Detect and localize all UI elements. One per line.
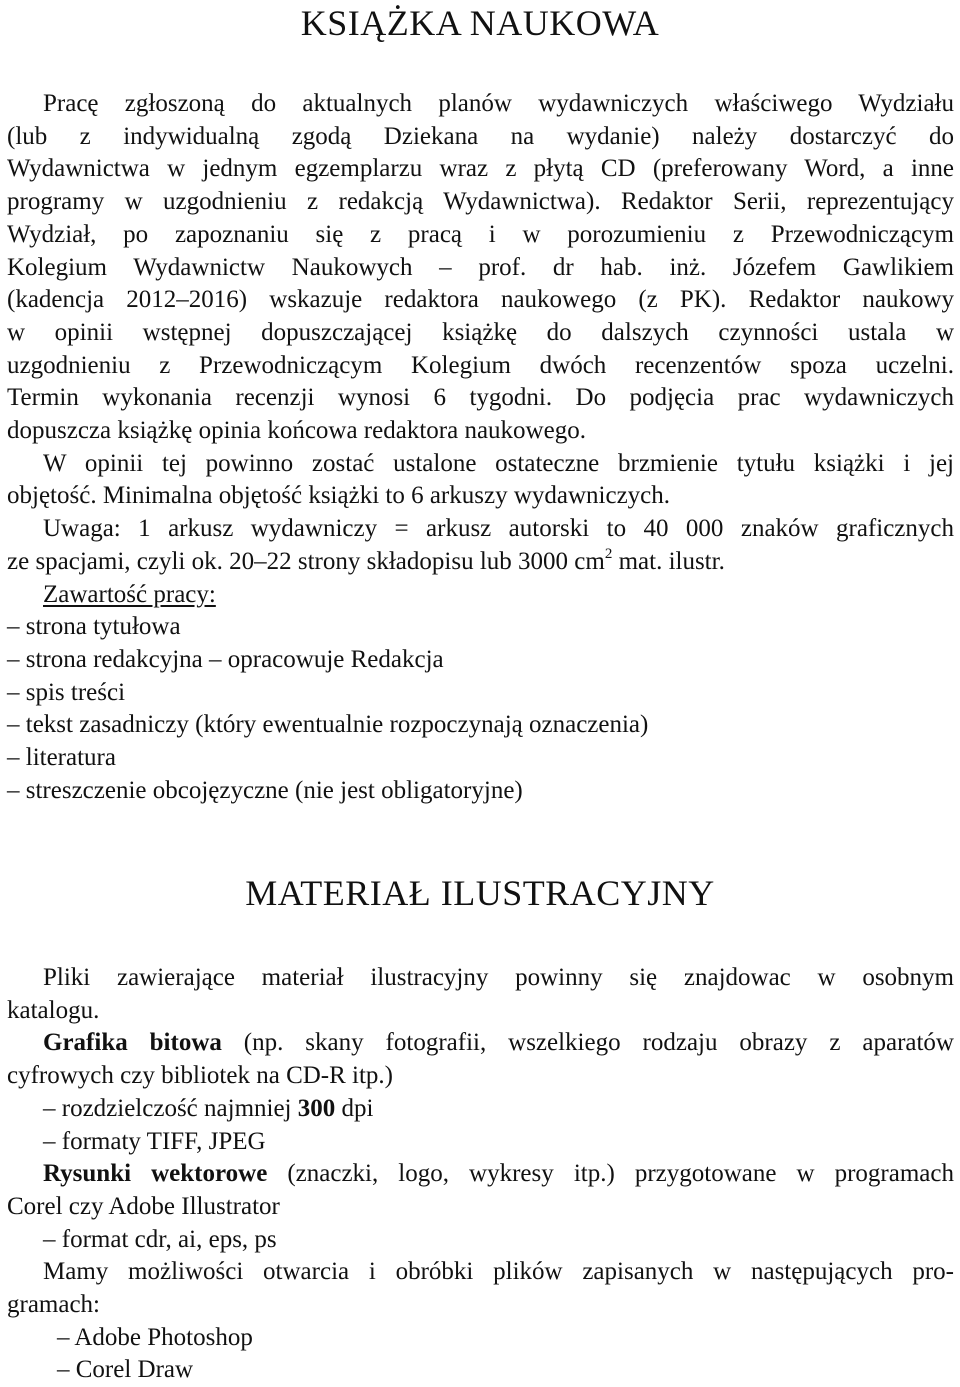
paragraph-line: Corel czy Adobe Illustrator (7, 1192, 280, 1220)
paragraph-line: (kadencja 2012–2016) wskazuje redaktora naukowego (z PK). Redaktor naukowy (7, 286, 954, 314)
list-item: – tekst zasadniczy (który ewentualnie rozpoczynają oznaczenia) (7, 711, 649, 739)
bitmap-heading-line (7, 1027, 954, 1060)
paragraph-line: dopuszcza książkę opinia końcowa redaktora naukowego. (7, 417, 586, 445)
section-title-material-ilustracyjny: MATERIAŁ ILUSTRACYJNY (245, 873, 715, 913)
contents-label-text: Zawartość pracy: (43, 580, 216, 608)
section-ksiazka-naukowa (7, 88, 954, 807)
list-item-text: – rozdzielczość najmniej (43, 1094, 298, 1122)
paragraph-line: Pracę zgłoszoną do aktualnych planów wydawniczych właściwego Wydziału (43, 90, 954, 117)
paragraph-line: Mamy możliwości otwarcia i obróbki plików zapisanych w następujących pro- (43, 1258, 954, 1286)
note-text: mat. ilustr. (612, 547, 725, 575)
paragraph-line: Pliki zawierające materiał ilustracyjny powinny się znajdowac w osobnym (43, 964, 954, 991)
paragraph-line: objętość. Minimalna objętość książki to 6 arkuszy wydawniczych. (7, 482, 671, 510)
paragraph-line: programy w uzgodnieniu z redakcją Wydawnictwa). Redaktor Serii, reprezentujący (7, 188, 954, 216)
note-line: Uwaga: 1 arkusz wydawniczy = arkusz autorski to 40 000 znaków graficznych (43, 515, 954, 543)
resolution-value: 300 (297, 1094, 336, 1122)
list-item: – strona redakcyjna – opracowuje Redakcja (7, 645, 444, 673)
bitmap-description: (np. skany fotografii, wszelkiego rodzaju obrazy z aparatów (221, 1029, 954, 1057)
vector-heading-line (7, 1158, 954, 1191)
list-item: – strona tytułowa (7, 613, 181, 641)
list-item-text: dpi (335, 1094, 374, 1122)
note-text: ze spacjami, czyli ok. 20–22 strony składopisu lub 3000 cm (7, 547, 605, 575)
paragraph-line: katalogu. (7, 996, 100, 1024)
section-title-ksiazka-naukowa: KSIĄŻKA NAUKOWA (300, 3, 660, 43)
list-item: – literatura (7, 744, 116, 772)
paragraph-line: Kolegium Wydawnictw Naukowych – prof. dr hab. inż. Józefem Gawlikiem (7, 253, 954, 281)
list-item: – Corel Draw (57, 1356, 194, 1384)
superscript: 2 (604, 545, 613, 562)
vector-description: (znaczki, logo, wykresy itp.) przygotowane w programach (267, 1160, 954, 1188)
paragraph-line: cyfrowych czy bibliotek na CD-R itp.) (7, 1062, 394, 1090)
bitmap-heading: Grafika bitowa (43, 1029, 222, 1057)
section-material-ilustracyjny (7, 962, 954, 1387)
paragraph-line: Wydawnictwa w jednym egzemplarzu wraz z płytą CD (preferowany Word, a inne (7, 155, 954, 183)
list-item: – streszczenie obcojęzyczne (nie jest obligatoryjne) (7, 776, 523, 804)
contents-label (7, 579, 954, 612)
list-item: – spis treści (7, 678, 126, 706)
paragraph-line: gramach: (7, 1291, 101, 1319)
note-line (7, 546, 954, 579)
list-item: – format cdr, ai, eps, ps (43, 1225, 277, 1253)
paragraph-line: Wydział, po zapoznaniu się z pracą i w porozumieniu z Przewodniczącym (7, 220, 954, 248)
list-item: – Adobe Photoshop (57, 1323, 253, 1351)
paragraph-line: (lub z indywidualną zgodą Dziekana na wydanie) należy dostarczyć do (7, 122, 954, 150)
list-item (7, 1093, 954, 1126)
paragraph-line: w opinii wstępnej dopuszczającej książkę do dalszych czynności ustala w (7, 318, 954, 346)
list-item: – formaty TIFF, JPEG (43, 1127, 266, 1155)
paragraph-line: Termin wykonania recenzji wynosi 6 tygodni. Do podjęcia prac wydawniczych (7, 384, 954, 412)
vector-heading: Rysunki wektorowe (43, 1160, 268, 1188)
paragraph-line: uzgodnieniu z Przewodniczącym Kolegium dwóch recenzentów spoza uczelni. (7, 351, 954, 379)
paragraph-line: W opinii tej powinno zostać ustalone ostateczne brzmienie tytułu książki i jej (43, 449, 954, 477)
